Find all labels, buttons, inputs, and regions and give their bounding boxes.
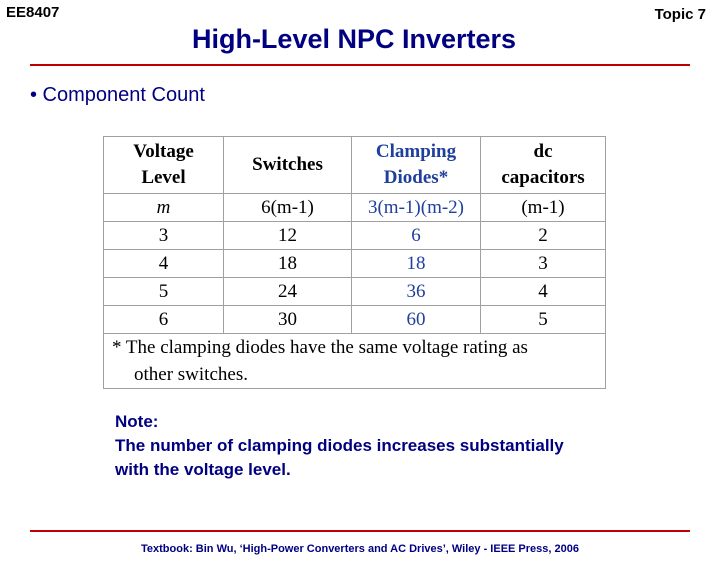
table-cell: 4 — [481, 278, 606, 306]
table-cell: 4 — [104, 250, 224, 278]
footer-divider — [30, 530, 690, 532]
table-cell: 6(m-1) — [224, 194, 352, 222]
footnote-line: * The clamping diodes have the same voltage rating as — [112, 337, 528, 358]
header-switches — [224, 137, 352, 194]
table-cell — [104, 194, 224, 222]
table-row — [104, 306, 606, 334]
header-line: Diodes* — [383, 167, 449, 188]
table-footnote-row — [104, 334, 606, 389]
table-cell: 36 — [352, 278, 481, 306]
table-cell: 18 — [352, 250, 481, 278]
table-cell: 3(m-1)(m-2) — [352, 194, 481, 222]
table-cell: 5 — [104, 278, 224, 306]
topic-label: Topic 7 — [654, 6, 706, 23]
header-line: capacitors — [501, 167, 585, 188]
table-cell: 5 — [481, 306, 606, 334]
textbook-reference: Textbook: Bin Wu, ‘High-Power Converters and AC Drives’, Wiley - IEEE Press, 2006 — [141, 543, 579, 555]
table-cell: 6 — [104, 306, 224, 334]
table-header-row — [104, 137, 606, 194]
note-label: Note: — [115, 412, 159, 431]
course-code: EE8407 — [6, 4, 60, 21]
table-cell: 30 — [224, 306, 352, 334]
table-cell: (m-1) — [481, 194, 606, 222]
note-line: The number of clamping diodes increases substantially — [115, 436, 564, 455]
header-line: Level — [141, 167, 186, 188]
table-footnote — [104, 334, 606, 389]
table-cell: 60 — [352, 306, 481, 334]
table-cell: 12 — [224, 222, 352, 250]
footnote-line: other switches. — [134, 364, 248, 385]
title-divider — [30, 64, 690, 66]
header-dc-capacitors — [481, 137, 606, 194]
table-row — [104, 250, 606, 278]
component-count-table — [103, 136, 606, 389]
table-cell: 3 — [104, 222, 224, 250]
table-cell: 6 — [352, 222, 481, 250]
table-cell: 2 — [481, 222, 606, 250]
table-cell: 18 — [224, 250, 352, 278]
table-row — [104, 278, 606, 306]
note-block — [115, 410, 564, 482]
table-cell: 24 — [224, 278, 352, 306]
table-row — [104, 194, 606, 222]
header-line: dc — [533, 141, 553, 162]
table-cell: 3 — [481, 250, 606, 278]
formula-text: m — [156, 196, 171, 218]
header-line: Voltage — [133, 141, 194, 162]
slide-title: High-Level NPC Inverters — [191, 24, 517, 54]
header-voltage-level — [104, 137, 224, 194]
bullet-heading: • Component Count — [30, 84, 205, 106]
table-row — [104, 222, 606, 250]
note-line: with the voltage level. — [115, 460, 291, 479]
header-line: Switches — [252, 154, 323, 175]
header-clamping-diodes — [352, 137, 481, 194]
header-line: Clamping — [375, 141, 457, 162]
